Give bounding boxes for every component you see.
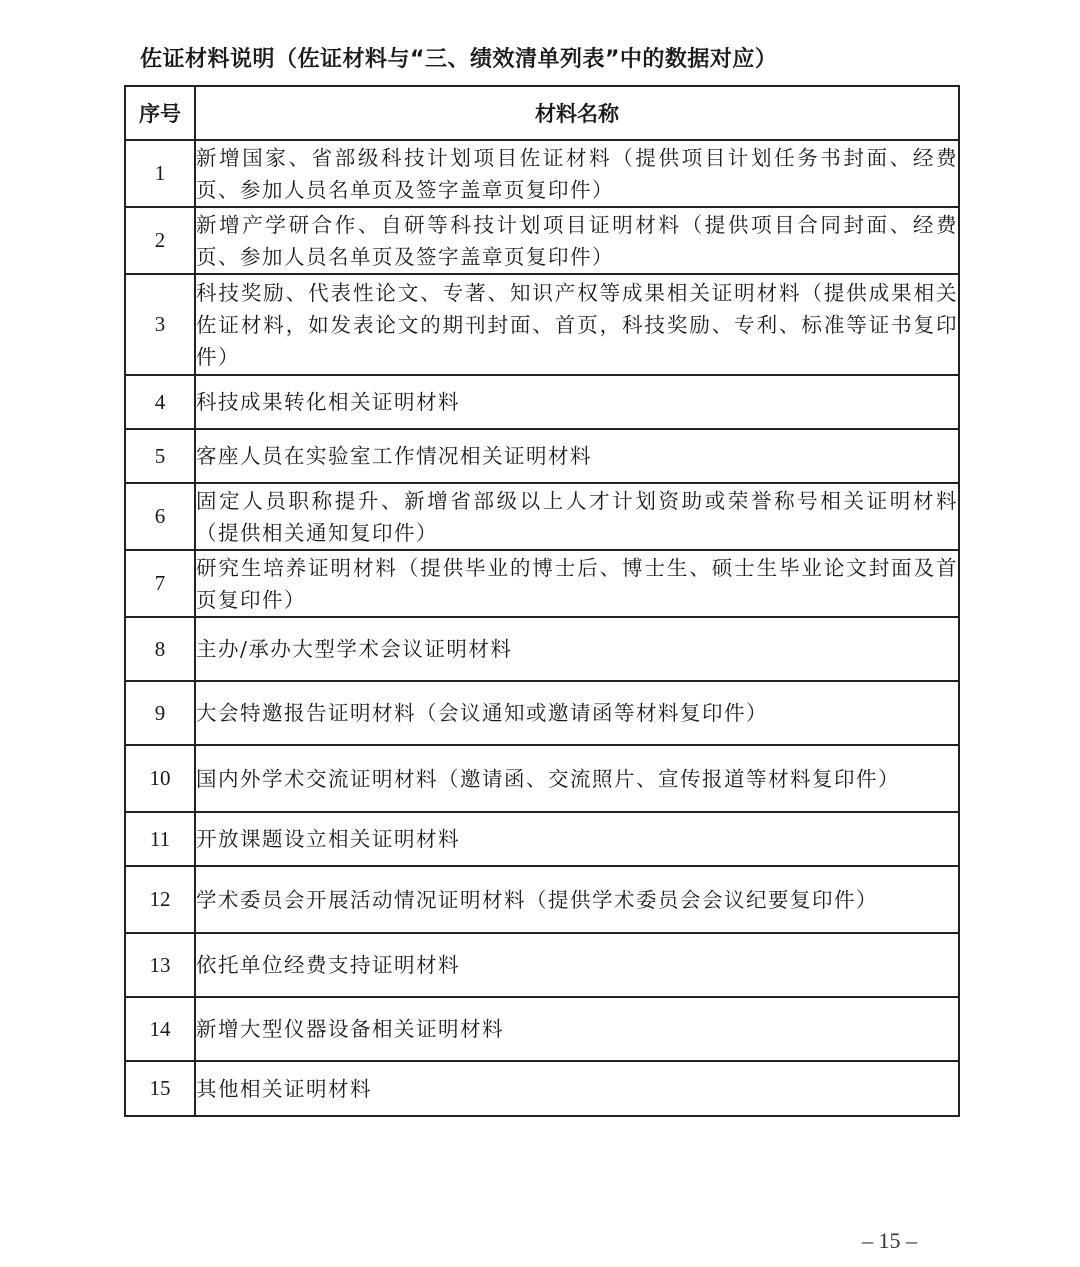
row-material-name: 科技奖励、代表性论文、专著、知识产权等成果相关证明材料（提供成果相关佐证材料，如发表论文的期刊封面、首页，科技奖励、专利、标准等证书复印件） (195, 274, 959, 375)
row-number: 13 (125, 933, 195, 997)
header-material-name: 材料名称 (195, 86, 959, 140)
row-material-name: 固定人员职称提升、新增省部级以上人才计划资助或荣誉称号相关证明材料（提供相关通知复印件） (195, 483, 959, 550)
row-material-name: 学术委员会开展活动情况证明材料（提供学术委员会会议纪要复印件） (195, 866, 959, 933)
row-material-name: 国内外学术交流证明材料（邀请函、交流照片、宣传报道等材料复印件） (195, 745, 959, 812)
row-number: 15 (125, 1061, 195, 1116)
row-number: 9 (125, 681, 195, 745)
table-row (125, 617, 959, 681)
row-material-name: 主办/承办大型学术会议证明材料 (195, 617, 959, 681)
table-row (125, 429, 959, 483)
materials-table (124, 85, 960, 1117)
row-number: 12 (125, 866, 195, 933)
table-row (125, 483, 959, 550)
row-material-name: 研究生培养证明材料（提供毕业的博士后、博士生、硕士生毕业论文封面及首页复印件） (195, 550, 959, 617)
table-row (125, 140, 959, 207)
row-material-name: 新增产学研合作、自研等科技计划项目证明材料（提供项目合同封面、经费页、参加人员名单页及签字盖章页复印件） (195, 207, 959, 274)
row-material-name: 依托单位经费支持证明材料 (195, 933, 959, 997)
row-number: 5 (125, 429, 195, 483)
row-number: 14 (125, 997, 195, 1061)
table-row (125, 375, 959, 429)
row-number: 1 (125, 140, 195, 207)
table-caption: 佐证材料说明（佐证材料与“三、绩效清单列表”中的数据对应） (140, 47, 778, 72)
table-row (125, 207, 959, 274)
table-row (125, 745, 959, 812)
table-row (125, 550, 959, 617)
row-material-name: 科技成果转化相关证明材料 (195, 375, 959, 429)
table-row (125, 866, 959, 933)
row-number: 7 (125, 550, 195, 617)
table-row (125, 812, 959, 866)
table-row (125, 274, 959, 375)
table-row (125, 1061, 959, 1116)
row-number: 6 (125, 483, 195, 550)
row-number: 10 (125, 745, 195, 812)
row-number: 4 (125, 375, 195, 429)
row-number: 11 (125, 812, 195, 866)
row-material-name: 新增大型仪器设备相关证明材料 (195, 997, 959, 1061)
row-number: 3 (125, 274, 195, 375)
table-row (125, 997, 959, 1061)
row-material-name: 开放课题设立相关证明材料 (195, 812, 959, 866)
table-row (125, 933, 959, 997)
page-number: – 15 – (862, 1228, 917, 1253)
header-serial-number: 序号 (125, 86, 195, 140)
row-material-name: 客座人员在实验室工作情况相关证明材料 (195, 429, 959, 483)
row-number: 8 (125, 617, 195, 681)
row-material-name: 大会特邀报告证明材料（会议通知或邀请函等材料复印件） (195, 681, 959, 745)
row-number: 2 (125, 207, 195, 274)
row-material-name: 新增国家、省部级科技计划项目佐证材料（提供项目计划任务书封面、经费页、参加人员名单页及签字盖章页复印件） (195, 140, 959, 207)
table-row (125, 681, 959, 745)
row-material-name: 其他相关证明材料 (195, 1061, 959, 1116)
header-row (125, 86, 959, 140)
